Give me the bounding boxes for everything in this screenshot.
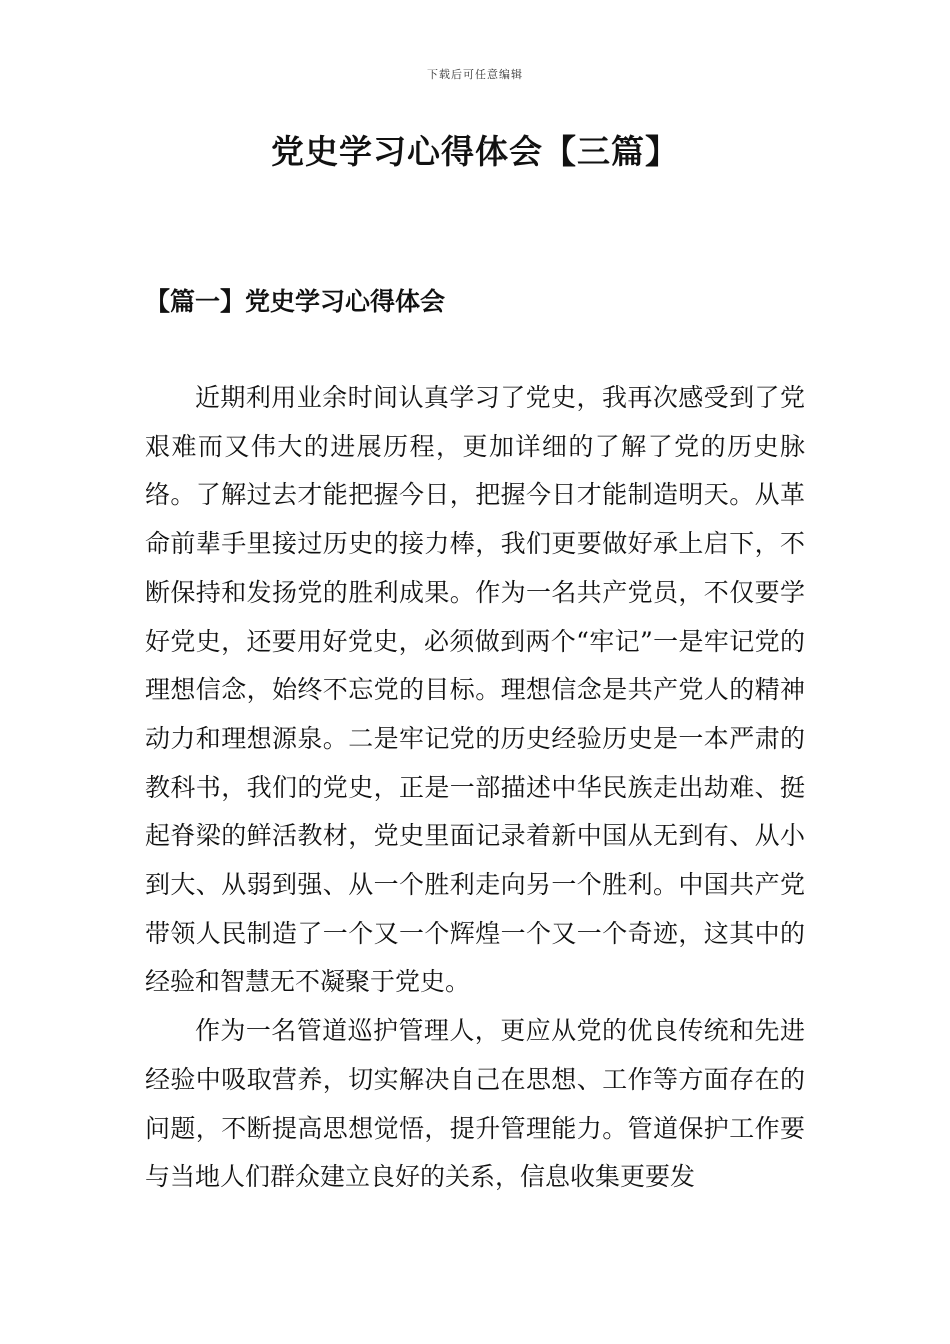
section-body xyxy=(145,374,805,1202)
paragraph-2: 作为一名管道巡护管理人，更应从党的优良传统和先进经验中吸取营养，切实解决自己在思想、工作等方面存在的问题，不断提高思想觉悟，提升管理能力。管道保护工作要与当地人们群众建立良好的关系，信息收集更要发 xyxy=(145,1016,805,1192)
document-title: 党史学习心得体会【三篇】 xyxy=(271,132,679,171)
section-heading: 【篇一】党史学习心得体会 xyxy=(145,287,446,316)
paragraph-1: 近期利用业余时间认真学习了党史，我再次感受到了党艰难而又伟大的进展历程，更加详细的了解了党的历史脉络。了解过去才能把握今日，把握今日才能制造明天。从革命前辈手里接过历史的接力棒，我们更要做好承上启下，不断保持和发扬党的胜利成果。作为一名共产党员，不仅要学好党史，还要用好党史，必须做到两个“牢记”一是牢记党的理想信念，始终不忘党的目标。理想信念是共产党人的精神动力和理想源泉。二是牢记党的历史经验历史是一本严肃的教科书，我们的党史，正是一部描述中华民族走出劫难、挺起脊梁的鲜活教材，党史里面记录着新中国从无到有、从小到大、从弱到强、从一个胜利走向另一个胜利。中国共产党带领人民制造了一个又一个辉煌一个又一个奇迹，这其中的经验和智慧无不凝聚于党史。 xyxy=(145,383,805,997)
header-note: 下载后可任意编辑 xyxy=(427,68,523,81)
